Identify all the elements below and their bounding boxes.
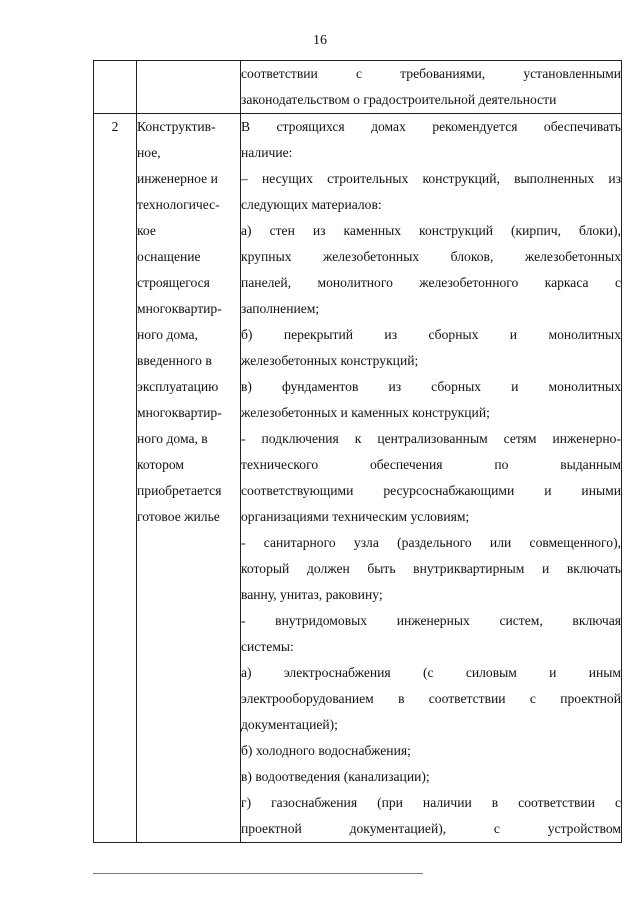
text-line: документацией); xyxy=(241,717,338,732)
text-line: системы: xyxy=(241,639,294,654)
text-line: а) стен из каменных конструкций (кирпич, блоки), xyxy=(241,223,621,238)
page-number: 16 xyxy=(313,33,327,48)
text-line: проектной документацией), с устройством xyxy=(241,821,621,836)
text-line: б) перекрытий из сборных и монолитных xyxy=(241,327,621,342)
table-row-2 xyxy=(94,114,622,843)
text-line: инженерное и xyxy=(137,171,218,186)
text-line: приобретается xyxy=(137,483,222,498)
document-table xyxy=(93,60,622,843)
footer-rule xyxy=(93,873,423,874)
text-line: кое xyxy=(137,223,156,238)
text-line: - внутридомовых инженерных систем, включая xyxy=(241,613,621,628)
text-line: эксплуатацию xyxy=(137,379,219,394)
text-line: готовое жилье xyxy=(137,509,220,524)
text-line: в) фундаментов из сборных и монолитных xyxy=(241,379,621,394)
text-line: электрооборудованием в соответствии с проектной xyxy=(241,691,621,706)
cell-number xyxy=(94,61,137,114)
cell-description xyxy=(241,61,622,114)
text-line: многоквартир- xyxy=(137,301,222,316)
text-line: наличие: xyxy=(241,145,293,160)
text-line: организациями техническим условиям; xyxy=(241,509,470,524)
text-line: - подключения к централизованным сетям инженерно- xyxy=(241,431,621,446)
text-line: который должен быть внутриквартирным и включать xyxy=(241,561,621,576)
text-line: оснащение xyxy=(137,249,201,264)
text-line: введенного в xyxy=(137,353,212,368)
text-line: соответствующими ресурсоснабжающими и иными xyxy=(241,483,621,498)
text-line: соответствии с требованиями, установленными xyxy=(241,66,621,81)
cell-name xyxy=(137,61,241,114)
text-line: а) электроснабжения (с силовым и иным xyxy=(241,665,621,680)
text-line: ное, xyxy=(137,145,161,160)
text-line: железобетонных и каменных конструкций; xyxy=(241,405,490,420)
cell-description xyxy=(241,114,622,843)
text-line: ванну, унитаз, раковину; xyxy=(241,587,383,602)
cell-name xyxy=(137,114,241,843)
text-line: – несущих строительных конструкций, выполненных из xyxy=(241,171,621,186)
cell-number: 2 xyxy=(94,114,137,843)
text-line: многоквартир- xyxy=(137,405,222,420)
text-line: В строящихся домах рекомендуется обеспечивать xyxy=(241,119,621,134)
text-line: железобетонных конструкций; xyxy=(241,353,419,368)
text-line: г) газоснабжения (при наличии в соответствии с xyxy=(241,795,621,810)
text-line: технологичес- xyxy=(137,197,220,212)
text-line: технического обеспечения по выданным xyxy=(241,457,621,472)
text-line: строящегося xyxy=(137,275,210,290)
table-row-continuation xyxy=(94,61,622,114)
text-line: следующих материалов: xyxy=(241,197,382,212)
text-line: панелей, монолитного железобетонного каркаса с xyxy=(241,275,621,290)
text-line: законодательством о градостроительной деятельности xyxy=(241,92,557,107)
text-line: в) водоотведения (канализации); xyxy=(241,769,430,784)
text-line: ного дома, в xyxy=(137,431,208,446)
text-line: б) холодного водоснабжения; xyxy=(241,743,411,758)
text-line: Конструктив- xyxy=(137,119,216,134)
text-line: котором xyxy=(137,457,185,472)
text-line: - санитарного узла (раздельного или совмещенного), xyxy=(241,535,621,550)
text-line: заполнением; xyxy=(241,301,320,316)
text-line: ного дома, xyxy=(137,327,198,342)
text-line: крупных железобетонных блоков, железобетонных xyxy=(241,249,621,264)
